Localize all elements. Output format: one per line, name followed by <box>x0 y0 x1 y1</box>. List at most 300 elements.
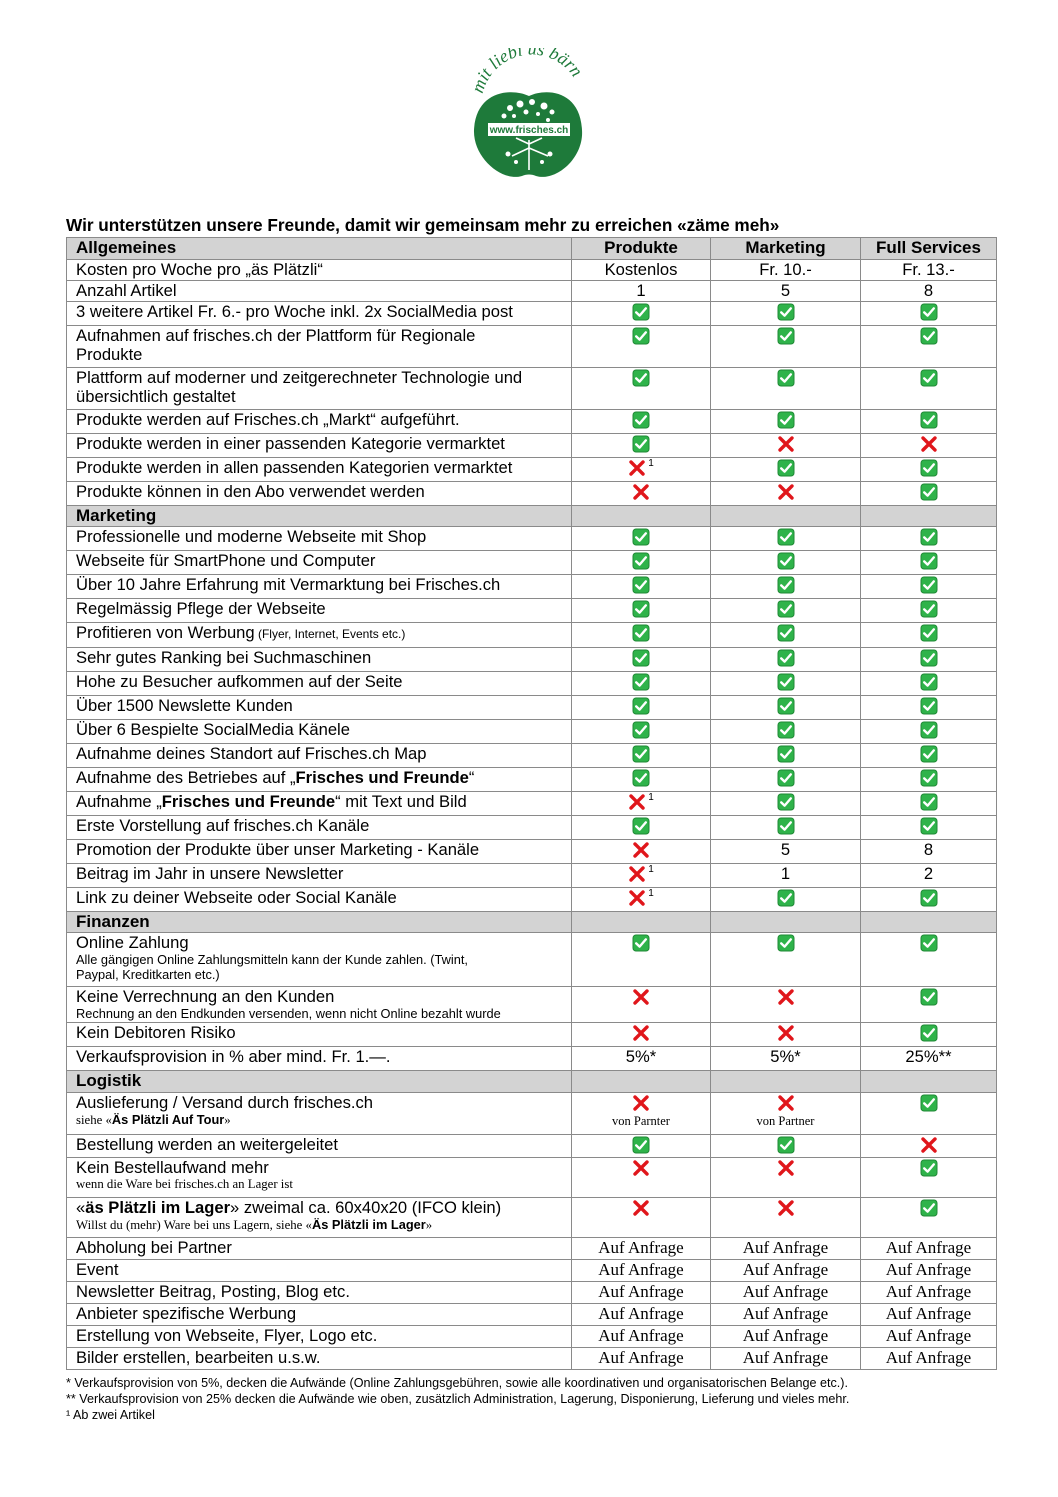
label-text: Produkte können in den Abo verwendet werden <box>76 482 425 501</box>
label-text: Produkte <box>76 345 143 364</box>
icon-wrap <box>572 326 710 345</box>
label-text: Kein Debitoren Risiko <box>76 1023 236 1042</box>
row-label-line <box>76 1198 571 1217</box>
icon-wrap <box>861 816 996 835</box>
check-icon <box>777 673 795 691</box>
value-cell <box>711 816 861 840</box>
row-label-line <box>76 260 571 279</box>
check-icon <box>632 369 650 387</box>
check-icon <box>632 435 650 453</box>
row-sublabel <box>76 1217 571 1233</box>
table-row <box>67 326 997 368</box>
row-label <box>67 368 572 410</box>
value-cell <box>861 1326 997 1348</box>
cross-icon <box>777 483 795 501</box>
icon-wrap <box>572 458 710 477</box>
value-cell <box>861 575 997 599</box>
footnote-2: ** Verkaufsprovision von 25% decken die Aufwände wie oben, zusätzlich Administration, Lagerung, Disponierung, Lieferung und vieles mehr. <box>66 1392 850 1406</box>
section-header-row <box>67 506 997 527</box>
value-cell <box>711 1047 861 1071</box>
sublabel-text-after: » <box>425 1218 433 1232</box>
table-row <box>67 864 997 888</box>
icon-wrap <box>711 792 860 811</box>
value-cell <box>861 1198 997 1238</box>
value-cell <box>861 1282 997 1304</box>
value-cell <box>572 1238 711 1260</box>
value-cell <box>861 696 997 720</box>
row-label <box>67 720 572 744</box>
column-header <box>861 506 997 527</box>
icon-wrap <box>572 768 710 787</box>
cross-icon <box>628 793 646 811</box>
label-text-after: “ <box>468 768 475 787</box>
icon-wrap <box>572 623 710 642</box>
row-label <box>67 1047 572 1071</box>
cross-icon <box>920 435 938 453</box>
check-icon <box>777 552 795 570</box>
label-text: Verkaufsprovision in % aber mind. Fr. 1.—. <box>76 1047 391 1066</box>
row-label-line <box>76 1348 571 1367</box>
row-label-line <box>76 840 571 859</box>
cross-icon <box>632 988 650 1006</box>
label-text: Aufnahme „ <box>76 792 162 811</box>
check-icon <box>920 769 938 787</box>
text-value: Fr. 13.- <box>902 260 955 279</box>
cross-icon <box>777 1024 795 1042</box>
on-request-value: Auf Anfrage <box>885 1260 972 1279</box>
sublabel-text: Willst du (mehr) Ware bei uns Lagern, siehe « <box>76 1218 312 1232</box>
icon-wrap <box>861 744 996 763</box>
value-cell <box>572 1282 711 1304</box>
check-icon <box>632 649 650 667</box>
icon-wrap <box>572 434 710 453</box>
on-request-value: Auf Anfrage <box>885 1282 972 1301</box>
icon-wrap <box>861 768 996 787</box>
value-cell <box>572 816 711 840</box>
icon-wrap <box>711 816 860 835</box>
value-cell <box>572 458 711 482</box>
check-icon <box>920 303 938 321</box>
check-icon <box>632 721 650 739</box>
value-cell <box>572 1023 711 1047</box>
label-text: Webseite für SmartPhone und Computer <box>76 551 376 570</box>
row-label-line <box>76 720 571 739</box>
value-cell <box>711 1238 861 1260</box>
row-sublabel: wenn die Ware bei frisches.ch an Lager ist <box>76 1177 293 1191</box>
column-header: Produkte <box>572 238 711 260</box>
label-text: Erste Vorstellung auf frisches.ch Kanäle <box>76 816 370 835</box>
row-label-line <box>76 744 571 763</box>
footnote-marker: 1 <box>648 864 654 875</box>
value-cell <box>861 458 997 482</box>
value-cell <box>861 888 997 912</box>
row-label <box>67 410 572 434</box>
value-cell <box>861 1260 997 1282</box>
icon-wrap <box>711 744 860 763</box>
value-cell <box>572 1326 711 1348</box>
table-row <box>67 720 997 744</box>
value-cell <box>572 1260 711 1282</box>
row-label-line <box>76 302 571 321</box>
text-value: Fr. 10.- <box>759 260 812 279</box>
icon-wrap <box>861 551 996 570</box>
footnote-3: ¹ Ab zwei Artikel <box>66 1408 155 1422</box>
on-request-value: Auf Anfrage <box>742 1304 829 1323</box>
table-row <box>67 599 997 623</box>
value-cell <box>572 1348 711 1370</box>
cross-icon <box>777 435 795 453</box>
row-label-line <box>76 551 571 570</box>
value-cell <box>861 1158 997 1198</box>
value-cell <box>572 302 711 326</box>
value-cell <box>711 648 861 672</box>
row-label-line <box>76 696 571 715</box>
cross-icon <box>628 459 646 477</box>
value-cell <box>572 623 711 648</box>
footnote-marker: 1 <box>648 888 654 899</box>
icon-wrap <box>572 1093 710 1112</box>
value-cell <box>861 840 997 864</box>
table-row <box>67 410 997 434</box>
value-cell <box>572 864 711 888</box>
value-cell <box>711 720 861 744</box>
icon-wrap <box>572 888 710 907</box>
label-text: Aufnahme deines Standort auf Frisches.ch Map <box>76 744 427 763</box>
cross-icon <box>632 841 650 859</box>
footnote-marker: 1 <box>648 458 654 469</box>
row-label <box>67 1093 572 1135</box>
icon-wrap <box>572 816 710 835</box>
table-row <box>67 987 997 1023</box>
icon-wrap <box>861 987 996 1006</box>
check-icon <box>777 793 795 811</box>
value-cell <box>861 1135 997 1158</box>
row-label-line <box>76 1260 571 1279</box>
icon-wrap <box>711 575 860 594</box>
row-label-line <box>76 1238 571 1257</box>
table-row <box>67 1260 997 1282</box>
value-cell <box>711 281 861 302</box>
value-cell <box>572 888 711 912</box>
row-label-line <box>76 888 571 907</box>
check-icon <box>920 988 938 1006</box>
icon-wrap <box>572 302 710 321</box>
label-text: Produkte werden in einer passenden Kategorie vermarktet <box>76 434 505 453</box>
row-label <box>67 281 572 302</box>
icon-wrap <box>572 1158 710 1177</box>
row-label <box>67 816 572 840</box>
column-header <box>861 912 997 933</box>
check-icon <box>777 528 795 546</box>
check-icon <box>920 889 938 907</box>
row-label-line <box>76 1093 571 1112</box>
label-bold: Frisches und Freunde <box>161 792 336 811</box>
check-icon <box>632 327 650 345</box>
value-cell <box>711 792 861 816</box>
icon-wrap <box>711 1198 860 1217</box>
label-text: Regelmässig Pflege der Webseite <box>76 599 326 618</box>
cross-icon <box>628 865 646 883</box>
value-cell <box>572 672 711 696</box>
sublabel-bold: Äs Plätzli Auf Tour <box>111 1112 225 1127</box>
check-icon <box>777 745 795 763</box>
value-cell <box>861 482 997 506</box>
value-cell <box>572 696 711 720</box>
row-label <box>67 933 572 987</box>
value-cell <box>711 482 861 506</box>
column-header <box>711 506 861 527</box>
value-cell <box>572 527 711 551</box>
value-cell <box>572 1304 711 1326</box>
cross-icon <box>632 1199 650 1217</box>
label-text: Kein Bestellaufwand mehr <box>76 1158 269 1177</box>
on-request-value: Auf Anfrage <box>742 1238 829 1257</box>
text-value: 8 <box>923 840 934 859</box>
check-icon <box>632 600 650 618</box>
value-cell <box>711 434 861 458</box>
text-value: 2 <box>923 864 934 883</box>
table-row <box>67 1326 997 1348</box>
icon-wrap <box>572 527 710 546</box>
check-icon <box>777 576 795 594</box>
value-cell <box>861 1348 997 1370</box>
row-label-line <box>76 527 571 546</box>
value-cell <box>861 281 997 302</box>
table-row <box>67 1348 997 1370</box>
check-icon <box>920 1199 938 1217</box>
row-label-line <box>76 864 571 883</box>
row-sublabel: Paypal, Kreditkarten etc.) <box>76 967 220 982</box>
check-icon <box>920 369 938 387</box>
row-label <box>67 840 572 864</box>
icon-wrap <box>861 623 996 642</box>
on-request-value: Auf Anfrage <box>742 1326 829 1345</box>
table-row <box>67 1135 997 1158</box>
on-request-value: Auf Anfrage <box>598 1282 684 1301</box>
icon-wrap <box>711 410 860 429</box>
icon-wrap <box>861 1093 996 1112</box>
value-cell <box>711 864 861 888</box>
value-cell <box>861 744 997 768</box>
label-text: Erstellung von Webseite, Flyer, Logo etc. <box>76 1326 378 1345</box>
value-cell <box>861 648 997 672</box>
row-label-line <box>76 599 571 618</box>
value-cell <box>572 1158 711 1198</box>
check-icon <box>632 934 650 952</box>
icon-wrap <box>861 575 996 594</box>
value-cell <box>711 933 861 987</box>
section-title: Allgemeines <box>67 238 572 260</box>
value-cell <box>861 326 997 368</box>
value-cell <box>861 527 997 551</box>
text-value: 5%* <box>625 1047 657 1066</box>
icon-wrap <box>711 648 860 667</box>
label-bold: Frisches und Freunde <box>295 768 469 787</box>
table-row <box>67 1047 997 1071</box>
row-label <box>67 527 572 551</box>
icon-wrap <box>711 599 860 618</box>
check-icon <box>632 411 650 429</box>
value-cell <box>711 458 861 482</box>
text-value: 5%* <box>770 1047 801 1066</box>
row-label <box>67 1023 572 1047</box>
check-icon <box>777 369 795 387</box>
table-row <box>67 1198 997 1238</box>
row-label <box>67 888 572 912</box>
icon-wrap <box>572 410 710 429</box>
label-text: Aufnahme des Betriebes auf „ <box>76 768 296 787</box>
value-cell <box>572 648 711 672</box>
label-text: Link zu deiner Webseite oder Social Kanäle <box>76 888 397 907</box>
icon-wrap <box>861 672 996 691</box>
value-cell <box>711 1023 861 1047</box>
row-label-line <box>76 434 571 453</box>
value-cell <box>572 434 711 458</box>
footnote-marker: 1 <box>648 792 654 803</box>
sublabel-text-after: » <box>224 1113 231 1127</box>
check-icon <box>632 624 650 642</box>
table-row <box>67 281 997 302</box>
icon-wrap <box>572 672 710 691</box>
row-label <box>67 1260 572 1282</box>
icon-wrap <box>572 720 710 739</box>
value-cell <box>711 1348 861 1370</box>
value-cell <box>572 410 711 434</box>
row-label-line <box>76 281 571 300</box>
row-label-line <box>76 368 571 387</box>
label-text: Beitrag im Jahr in unsere Newsletter <box>76 864 344 883</box>
text-value: 5 <box>780 281 791 300</box>
check-icon <box>920 483 938 501</box>
section-title: Finanzen <box>67 912 572 933</box>
check-icon <box>777 769 795 787</box>
row-label-line <box>76 987 571 1006</box>
value-cell <box>711 1260 861 1282</box>
icon-wrap <box>861 302 996 321</box>
value-cell <box>711 744 861 768</box>
row-label-line <box>76 345 571 364</box>
icon-wrap <box>861 410 996 429</box>
check-icon <box>632 552 650 570</box>
check-icon <box>920 745 938 763</box>
label-text: Über 1500 Newslette Kunden <box>76 696 293 715</box>
row-label <box>67 482 572 506</box>
icon-wrap <box>861 933 996 952</box>
icon-wrap <box>861 792 996 811</box>
table-row <box>67 1282 997 1304</box>
check-icon <box>632 1136 650 1154</box>
table-row <box>67 527 997 551</box>
icon-wrap <box>711 551 860 570</box>
on-request-value: Auf Anfrage <box>598 1238 684 1257</box>
value-cell <box>711 1282 861 1304</box>
table-row <box>67 933 997 987</box>
on-request-value: Auf Anfrage <box>885 1348 972 1367</box>
icon-wrap <box>861 888 996 907</box>
value-cell <box>711 302 861 326</box>
check-icon <box>777 1136 795 1154</box>
check-icon <box>920 1159 938 1177</box>
icon-wrap <box>861 434 996 453</box>
check-icon <box>777 459 795 477</box>
check-icon <box>632 673 650 691</box>
check-icon <box>632 817 650 835</box>
check-icon <box>777 934 795 952</box>
value-cell <box>572 260 711 281</box>
icon-wrap <box>572 482 710 501</box>
label-text: Bilder erstellen, bearbeiten u.s.w. <box>76 1348 321 1367</box>
value-cell <box>861 987 997 1023</box>
text-value: Kostenlos <box>604 260 678 279</box>
check-icon <box>632 745 650 763</box>
icon-wrap <box>711 987 860 1006</box>
value-cell <box>572 482 711 506</box>
row-sublabel <box>76 1112 571 1128</box>
label-text: Keine Verrechnung an den Kunden <box>76 987 335 1006</box>
row-label-line <box>76 933 571 952</box>
value-cell <box>572 720 711 744</box>
check-icon <box>920 624 938 642</box>
row-label <box>67 458 572 482</box>
value-cell <box>572 840 711 864</box>
value-cell <box>861 599 997 623</box>
check-icon <box>920 817 938 835</box>
icon-wrap <box>861 599 996 618</box>
table-row <box>67 1304 997 1326</box>
value-cell <box>711 888 861 912</box>
table-row <box>67 1023 997 1047</box>
label-text: Über 10 Jahre Erfahrung mit Vermarktung bei Frisches.ch <box>76 575 501 594</box>
row-label <box>67 623 572 648</box>
sublabel-text: siehe « <box>76 1113 112 1127</box>
icon-wrap <box>572 1135 710 1154</box>
row-label-line <box>76 326 571 345</box>
row-label <box>67 575 572 599</box>
row-label-line <box>76 1047 571 1066</box>
icon-wrap <box>861 1198 996 1217</box>
row-label <box>67 1198 572 1238</box>
row-label <box>67 551 572 575</box>
row-label-line <box>76 482 571 501</box>
table-row <box>67 623 997 648</box>
icon-wrap <box>861 720 996 739</box>
row-label <box>67 672 572 696</box>
logo-url: www.frisches.ch <box>489 125 569 136</box>
label-text: Aufnahmen auf frisches.ch der Plattform für Regionale <box>76 326 476 345</box>
icon-wrap <box>711 434 860 453</box>
row-sublabel: Rechnung an den Endkunden versenden, wenn nicht Online bezahlt wurde <box>76 1006 501 1021</box>
row-label <box>67 987 572 1023</box>
check-icon <box>777 649 795 667</box>
label-text: übersichtlich gestaltet <box>76 387 236 406</box>
column-header <box>572 1071 711 1093</box>
row-label-line <box>76 1326 571 1345</box>
label-text-after: » zweimal ca. 60x40x20 (IFCO klein) <box>230 1198 502 1217</box>
cross-icon <box>777 1159 795 1177</box>
row-label <box>67 1304 572 1326</box>
label-text: Hohe zu Besucher aufkommen auf der Seite <box>76 672 403 691</box>
on-request-value: Auf Anfrage <box>598 1348 684 1367</box>
frisches-logo <box>462 48 596 184</box>
on-request-value: Auf Anfrage <box>742 1348 829 1367</box>
row-label <box>67 768 572 792</box>
check-icon <box>777 327 795 345</box>
value-cell <box>711 768 861 792</box>
check-icon <box>777 411 795 429</box>
value-cell <box>572 1135 711 1158</box>
cross-icon <box>920 1136 938 1154</box>
row-label <box>67 1282 572 1304</box>
